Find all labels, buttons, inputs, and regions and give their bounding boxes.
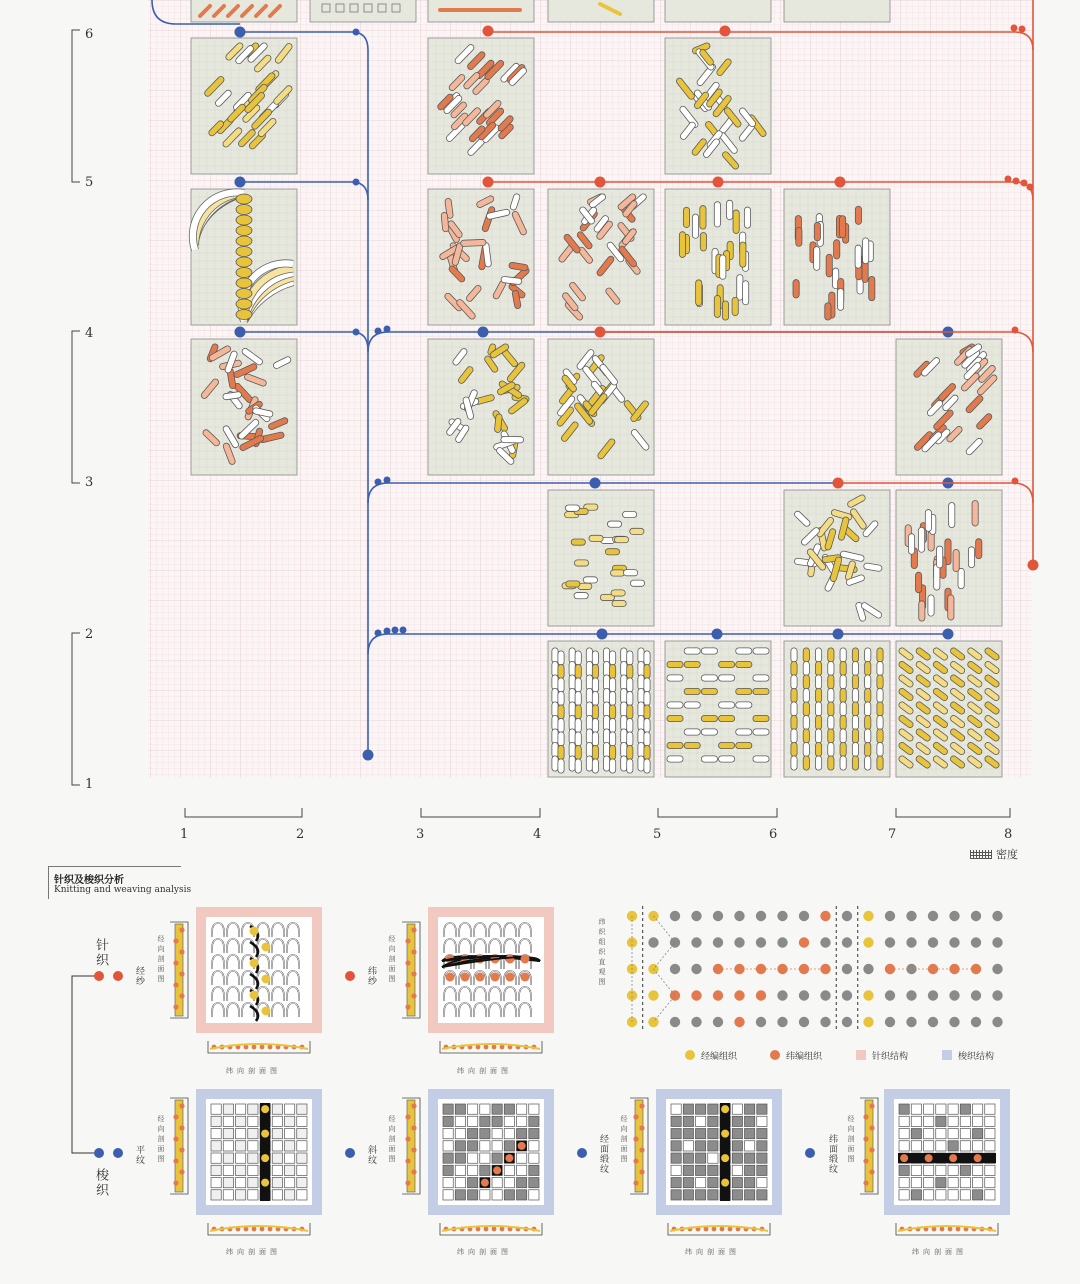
density-swatch-icon <box>970 850 992 859</box>
pattern-panel-mesh <box>896 641 1002 777</box>
analysis-block-weftSatin <box>884 1089 1010 1235</box>
weft-section-label-2: 纬向剖面图 <box>457 1067 512 1075</box>
x-axis-brackets <box>185 808 1010 817</box>
matrix-dot <box>820 937 830 947</box>
pattern-panel-xpat <box>784 490 890 626</box>
x-label-8: 8 <box>1004 827 1013 842</box>
matrix-dot <box>799 1017 809 1027</box>
pattern-panel-seeds <box>548 490 654 626</box>
matrix-dot <box>971 911 981 921</box>
side-strip <box>402 1098 420 1194</box>
pink-square-icon <box>856 1050 866 1060</box>
side-strip <box>170 1098 188 1194</box>
matrix-dot <box>928 1017 938 1027</box>
warp-section-label-1: 经向剖面图 <box>157 935 165 985</box>
matrix-dot <box>971 990 981 1000</box>
pattern-panel-arcs <box>191 189 297 325</box>
warp-section-label-4: 经向剖面图 <box>388 1115 396 1165</box>
matrix-dot <box>734 911 744 921</box>
matrix-dot <box>756 1017 766 1027</box>
matrix-dot <box>648 937 658 947</box>
matrix-dot <box>756 990 766 1000</box>
matrix-dot <box>734 937 744 947</box>
matrix-dot <box>627 937 637 947</box>
knit-label: 针织 <box>93 938 108 968</box>
matrix-dot <box>885 990 895 1000</box>
matrix-dot <box>992 990 1002 1000</box>
matrix-dot <box>992 937 1002 947</box>
pattern-panel-blocks <box>665 641 771 777</box>
warp-satin-label: 经面缎纹 <box>598 1134 608 1174</box>
y-label-2: 2 <box>85 627 94 642</box>
warp-section-label-2: 经向剖面图 <box>388 935 396 985</box>
matrix-dot <box>992 911 1002 921</box>
side-strip <box>630 1098 648 1194</box>
matrix-dot <box>670 937 680 947</box>
matrix-dot <box>799 990 809 1000</box>
legend-knit-structure: 针织结构 <box>856 1049 908 1062</box>
weft-satin-label: 纬面缎纹 <box>827 1134 837 1174</box>
matrix-dot <box>691 937 701 947</box>
y-label-1: 1 <box>85 777 94 792</box>
matrix-dot <box>906 990 916 1000</box>
matrix-dot <box>863 990 873 1000</box>
pattern-panel-hook <box>428 339 534 475</box>
twill-label: 斜纹 <box>366 1145 376 1165</box>
pattern-panel-fringe <box>665 189 771 325</box>
pattern-panel-chain2 <box>548 339 654 475</box>
legend-weave-structure: 梭织结构 <box>942 1049 994 1062</box>
pattern-panel-comb <box>896 490 1002 626</box>
analysis-tree <box>72 976 98 1153</box>
matrix-dot <box>648 990 658 1000</box>
y-axis-brackets <box>72 30 80 785</box>
pattern-panel-loops <box>548 189 654 325</box>
matrix-dot <box>842 911 852 921</box>
orange-dot-icon <box>770 1050 780 1060</box>
matrix-dot <box>777 1017 787 1027</box>
matrix-dot <box>906 937 916 947</box>
pattern-panel-weave <box>784 641 890 777</box>
matrix-dot <box>842 1017 852 1027</box>
matrix-dot <box>777 990 787 1000</box>
matrix-dot <box>713 990 723 1000</box>
y-label-6: 6 <box>85 27 94 42</box>
matrix-dot <box>971 937 981 947</box>
matrix-dot <box>842 990 852 1000</box>
matrix-dot <box>842 937 852 947</box>
legend-warp-knit: 经编组织 <box>685 1049 737 1062</box>
x-label-4: 4 <box>533 827 542 842</box>
pattern-panel-cross <box>428 189 534 325</box>
matrix-dot <box>971 1017 981 1027</box>
matrix-dot <box>777 911 787 921</box>
x-label-6: 6 <box>769 827 778 842</box>
matrix-dot <box>799 937 809 947</box>
matrix-dot <box>820 990 830 1000</box>
matrix-dot <box>928 911 938 921</box>
side-strip <box>860 1098 878 1194</box>
warp-section-label-5: 经向剖面图 <box>620 1115 628 1165</box>
matrix-dot <box>820 911 830 921</box>
pattern-panel-fringe2 <box>784 189 890 325</box>
matrix-dot <box>863 964 873 974</box>
matrix-dot <box>842 964 852 974</box>
matrix-dot <box>670 964 680 974</box>
side-strip <box>402 922 420 1018</box>
matrix-dot <box>691 911 701 921</box>
matrix-dot <box>820 1017 830 1027</box>
pattern-panel-columns <box>548 641 654 777</box>
matrix-dot <box>756 964 766 974</box>
pattern-panel-chain <box>665 38 771 174</box>
analysis-title-en: Knitting and weaving analysis <box>54 885 192 895</box>
weft-section-label-1: 纬向剖面图 <box>226 1067 281 1075</box>
lavender-square-icon <box>942 1050 952 1060</box>
matrix-dot <box>885 911 895 921</box>
matrix-dot <box>949 1017 959 1027</box>
matrix-dot <box>928 937 938 947</box>
matrix-dot <box>949 990 959 1000</box>
matrix-dot <box>949 937 959 947</box>
matrix-dot <box>799 911 809 921</box>
matrix-dot <box>906 1017 916 1027</box>
matrix-dot <box>863 937 873 947</box>
pattern-panel-diag <box>191 38 297 174</box>
matrix-dot <box>756 937 766 947</box>
matrix-dot <box>713 937 723 947</box>
matrix-dot <box>863 911 873 921</box>
warp-yarn-label: 经纱 <box>134 966 144 986</box>
warp-section-label-6: 经向剖面图 <box>847 1115 855 1165</box>
x-label-5: 5 <box>653 827 662 842</box>
matrix-dot <box>713 911 723 921</box>
analysis-block-knitB <box>428 907 554 1053</box>
warp-section-label-3: 经向剖面图 <box>157 1115 165 1165</box>
matrix-dot <box>885 937 895 947</box>
weave-label: 梭织 <box>93 1168 108 1198</box>
matrix-dot <box>928 990 938 1000</box>
weft-org-section-label: 纬织组织直观图 <box>598 918 606 988</box>
matrix-dot <box>734 1017 744 1027</box>
weft-yarn-label: 纬纱 <box>366 966 376 986</box>
x-label-3: 3 <box>416 827 425 842</box>
analysis-block-twill <box>428 1089 554 1235</box>
matrix-dot <box>670 1017 680 1027</box>
y-label-3: 3 <box>85 475 94 490</box>
matrix-dot <box>992 964 1002 974</box>
weft-organization-matrix <box>627 906 1003 1031</box>
matrix-dot <box>691 1017 701 1027</box>
pattern-panel-slant <box>896 339 1002 475</box>
matrix-dot <box>691 964 701 974</box>
weft-section-label-5: 纬向剖面图 <box>685 1248 740 1256</box>
analysis-block-knitA <box>196 907 322 1053</box>
pattern-panel-diag2 <box>428 38 534 174</box>
weft-section-label-3: 纬向剖面图 <box>226 1248 281 1256</box>
analysis-block-plain <box>196 1089 322 1235</box>
matrix-dot <box>949 911 959 921</box>
plain-label: 平纹 <box>134 1145 144 1165</box>
y-label-4: 4 <box>85 326 94 341</box>
weft-section-label-4: 纬向剖面图 <box>457 1248 512 1256</box>
density-legend <box>970 846 1018 862</box>
matrix-dot <box>820 964 830 974</box>
yellow-dot-icon <box>685 1050 695 1060</box>
y-label-5: 5 <box>85 175 94 190</box>
x-label-7: 7 <box>888 827 897 842</box>
matrix-dot <box>777 937 787 947</box>
side-strip <box>170 922 188 1018</box>
matrix-dot <box>670 911 680 921</box>
x-label-2: 2 <box>296 827 305 842</box>
matrix-dot <box>885 1017 895 1027</box>
analysis-title-cn: 针织及梭织分析 <box>54 875 124 886</box>
matrix-dot <box>928 964 938 974</box>
legend-weft-knit: 纬编组织 <box>770 1049 822 1062</box>
matrix-dot <box>713 1017 723 1027</box>
analysis-block-warpSatin <box>656 1089 782 1235</box>
matrix-dot <box>734 990 744 1000</box>
matrix-dot <box>691 990 701 1000</box>
matrix-dot <box>863 1017 873 1027</box>
matrix-dot <box>992 1017 1002 1027</box>
pattern-panel-branch <box>191 339 297 475</box>
density-label: 密度 <box>996 848 1018 861</box>
matrix-dot <box>906 911 916 921</box>
matrix-dot <box>627 990 637 1000</box>
x-label-1: 1 <box>180 827 189 842</box>
weft-section-label-6: 纬向剖面图 <box>912 1248 967 1256</box>
matrix-dot <box>756 911 766 921</box>
matrix-dot <box>670 990 680 1000</box>
